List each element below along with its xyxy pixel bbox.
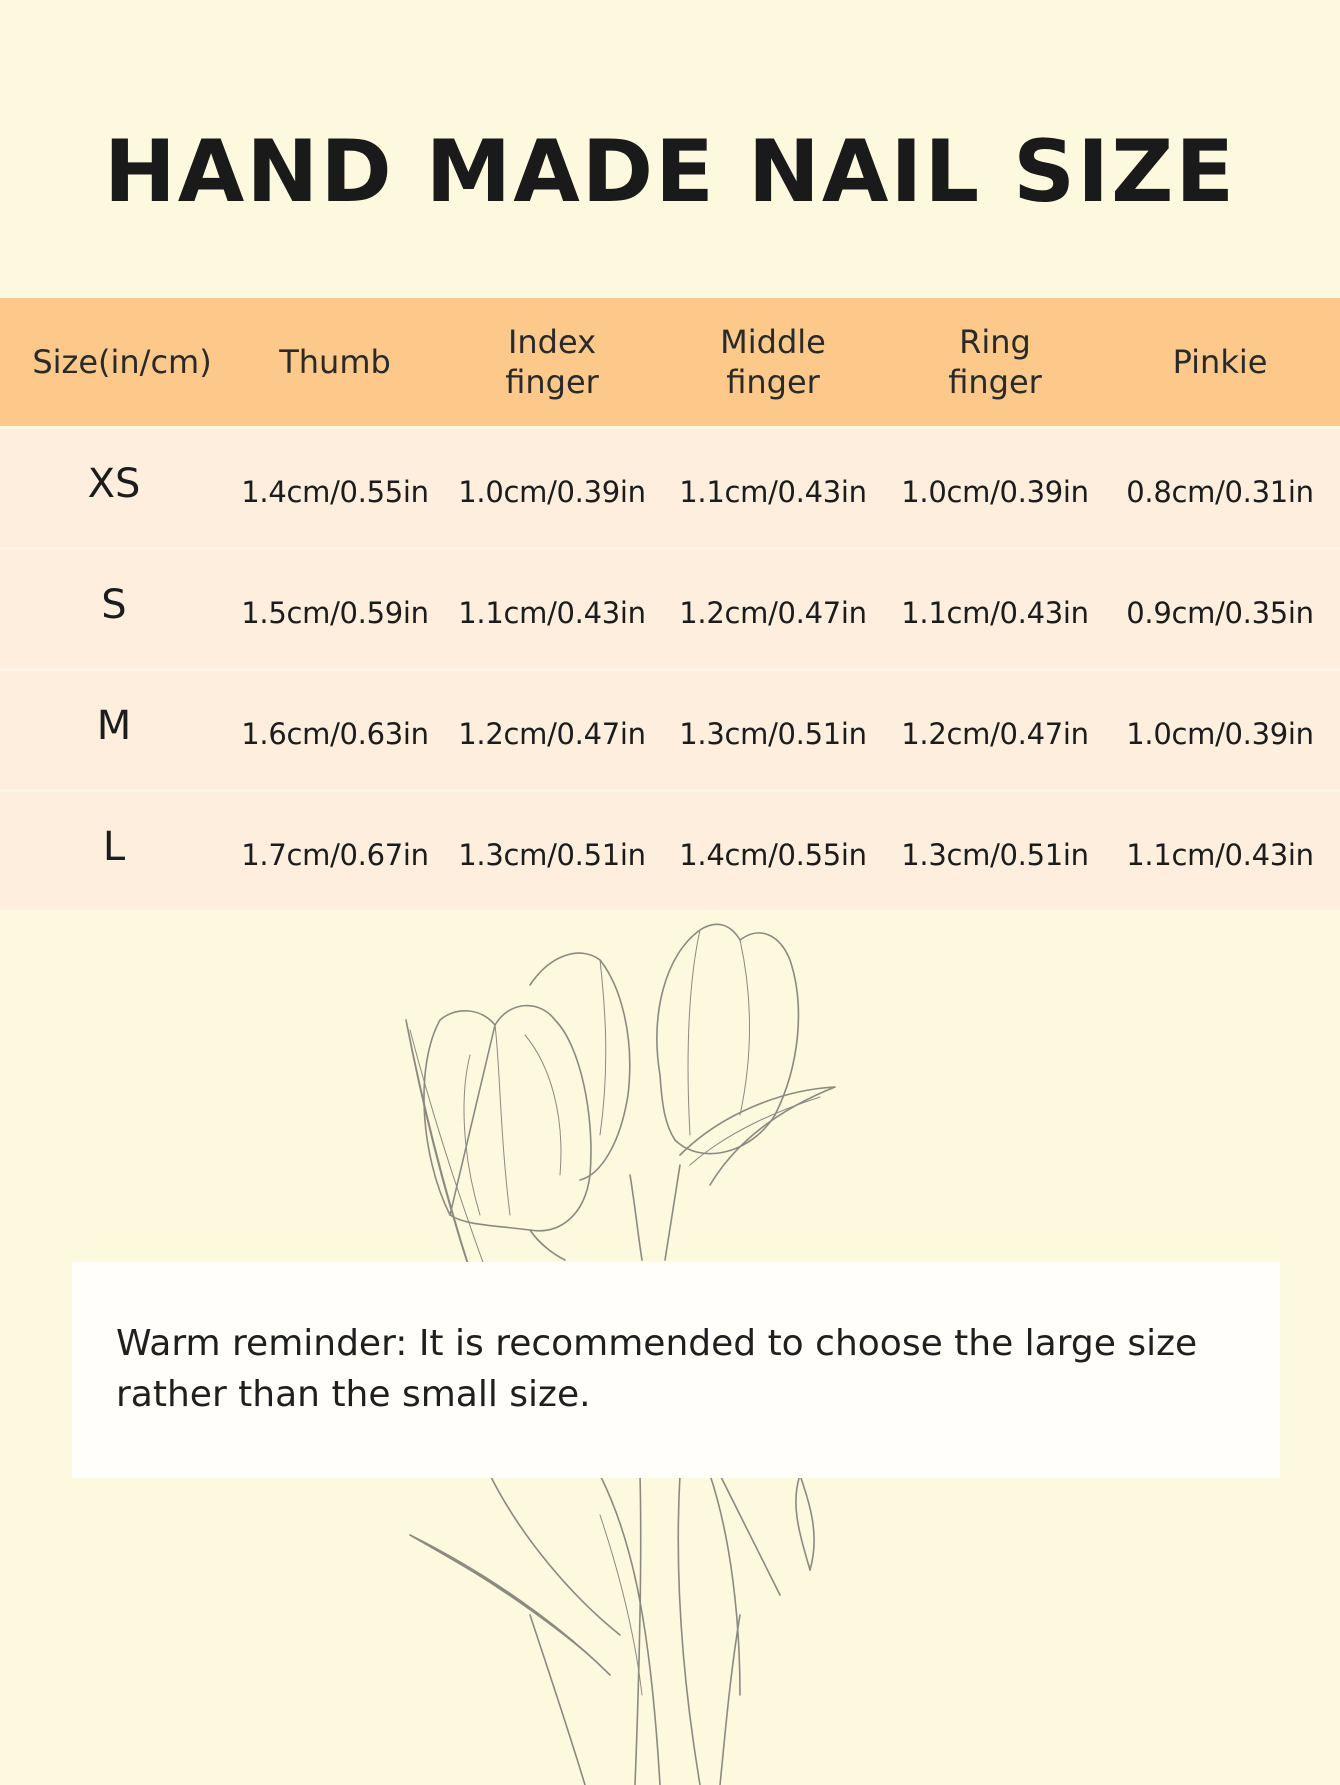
middle-value: 1.2cm/0.47in [679,596,867,630]
page-title: HAND MADE NAIL SIZE [103,122,1237,222]
ring-value: 1.2cm/0.47in [901,717,1089,751]
middle-value: 1.4cm/0.55in [679,838,867,872]
size-label: S [101,582,127,628]
pinkie-value: 1.0cm/0.39in [1126,717,1314,751]
pinkie-value: 0.9cm/0.35in [1126,596,1314,630]
index-value: 1.0cm/0.39in [458,475,646,509]
header-thumb: Thumb [279,343,391,381]
index-value: 1.3cm/0.51in [458,838,646,872]
thumb-value: 1.4cm/0.55in [241,475,429,509]
table-row [0,547,1340,668]
table-header-row [0,298,1340,426]
size-label: M [96,703,132,749]
index-value: 1.1cm/0.43in [458,596,646,630]
middle-value: 1.3cm/0.51in [679,717,867,751]
table-row [0,426,1340,547]
reminder-line-1: Warm reminder: It is recommended to choose the large size [116,1323,1198,1364]
size-table [0,298,1340,910]
size-label: L [102,824,126,870]
ring-value: 1.0cm/0.39in [901,475,1089,509]
pinkie-value: 0.8cm/0.31in [1126,475,1314,509]
thumb-value: 1.5cm/0.59in [241,596,429,630]
index-value: 1.2cm/0.47in [458,717,646,751]
header-pinkie: Pinkie [1172,343,1268,381]
header-ring-finger: Ring finger [948,323,1042,401]
middle-value: 1.1cm/0.43in [679,475,867,509]
size-label: XS [87,461,141,507]
table-row [0,789,1340,910]
ring-value: 1.3cm/0.51in [901,838,1089,872]
pinkie-value: 1.1cm/0.43in [1126,838,1314,872]
table-row [0,668,1340,789]
reminder-line-2: rather than the small size. [116,1374,591,1415]
header-index-finger: Index finger [505,323,599,401]
reminder-box [72,1262,1280,1478]
header-middle-finger: Middle finger [720,323,826,401]
header-size: Size(in/cm) [32,343,212,381]
thumb-value: 1.7cm/0.67in [241,838,429,872]
thumb-value: 1.6cm/0.63in [241,717,429,751]
ring-value: 1.1cm/0.43in [901,596,1089,630]
